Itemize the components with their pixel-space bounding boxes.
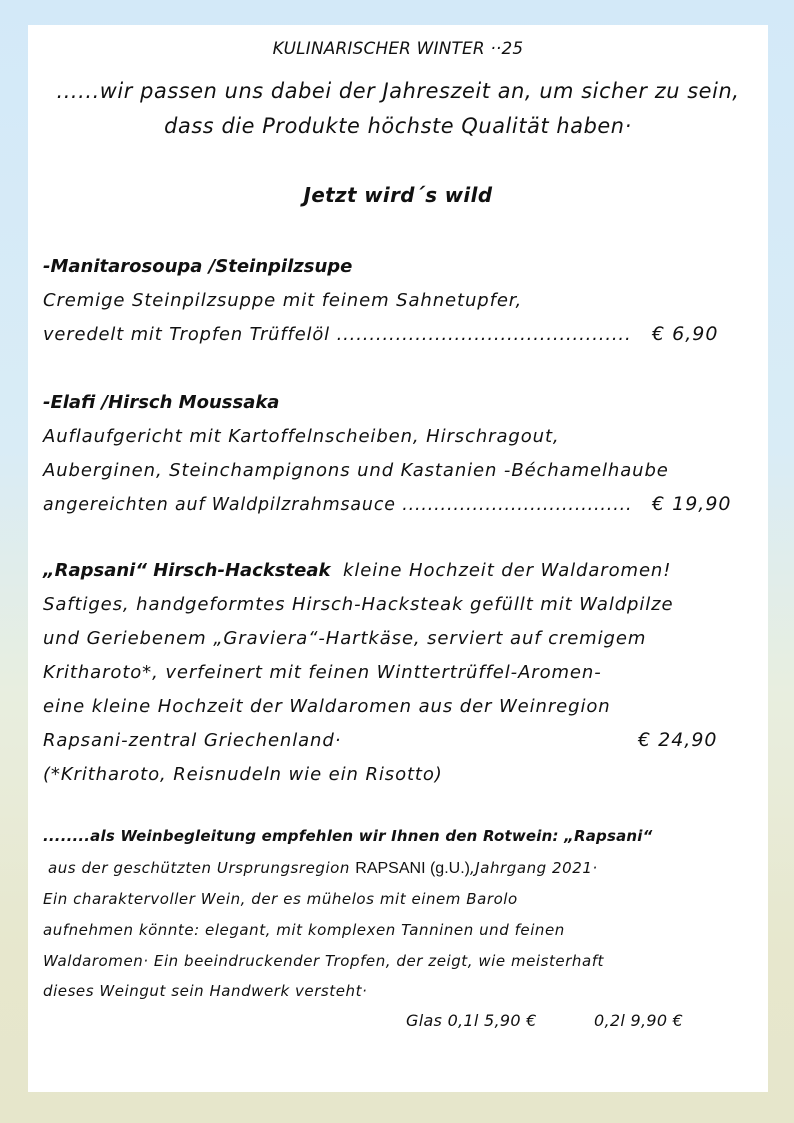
menu-header-title: KULINARISCHER WINTER ··25: [272, 39, 524, 59]
section-title: Jetzt wird´s wild: [303, 183, 493, 207]
dish-description-line: Kritharoto*, verfeinert mit feinen Winttertrüffel-Aromen-: [43, 662, 602, 683]
intro-line-2: dass die Produkte höchste Qualität haben·: [164, 114, 632, 138]
wine-price-glass-small: Glas 0,1l 5,90 €: [406, 1011, 537, 1030]
dish-description-line: Cremige Steinpilzsuppe mit feinem Sahnetupfer,: [43, 290, 523, 311]
dish-price: € 24,90: [638, 729, 718, 751]
wine-region: RAPSANI (g.U.): [355, 860, 470, 877]
dish-subtitle: kleine Hochzeit der Waldaromen!: [343, 560, 672, 581]
intro-line-1: ......wir passen uns dabei der Jahreszeit an, um sicher zu sein,: [56, 79, 740, 103]
dish-description-line: und Geriebenem „Graviera“-Hartkäse, serviert auf cremigem: [43, 628, 647, 649]
dish-title-row: [43, 562, 671, 580]
dish-footnote: (*Kritharoto, Reisnudeln wie ein Risotto): [43, 764, 443, 785]
dish-description-line: Auberginen, Steinchampignons und Kastanien -Béchamelhaube: [43, 460, 669, 481]
dish-description-line: veredelt mit Tropfen Trüffelöl .............................................: [43, 324, 632, 345]
wine-origin-prefix: aus der geschützten Ursprungsregion: [48, 859, 350, 877]
wine-description-line: dieses Weingut sein Handwerk versteht·: [43, 982, 368, 1000]
dish-description-line: angereichten auf Waldpilzrahmsauce ....................................: [43, 494, 633, 515]
dish-description-line: Auflaufgericht mit Kartoffelnscheiben, Hirschragout,: [43, 426, 560, 447]
wine-heading: ........als Weinbegleitung empfehlen wir Ihnen den Rotwein: „Rapsani“: [43, 827, 653, 845]
dish-description-line: Rapsani-zentral Griechenland·: [43, 730, 342, 751]
dish-description-line: Saftiges, handgeformtes Hirsch-Hacksteak gefüllt mit Waldpilze: [43, 594, 674, 615]
dish-description-line: eine kleine Hochzeit der Waldaromen aus der Weinregion: [43, 696, 611, 717]
menu-card: [28, 25, 768, 1092]
dish-price: € 19,90: [652, 493, 732, 515]
wine-description-line: Ein charaktervoller Wein, der es mühelos mit einem Barolo: [43, 890, 518, 908]
dish-title: -Elafi /Hirsch Moussaka: [43, 392, 280, 413]
wine-description-line: Waldaromen· Ein beeindruckender Tropfen, der zeigt, wie meisterhaft: [43, 952, 604, 970]
dish-title: -Manitarosoupa /Steinpilzsupe: [43, 256, 353, 277]
wine-price-glass-large: 0,2l 9,90 €: [594, 1011, 684, 1030]
wine-vintage: ,Jahrgang 2021·: [469, 859, 598, 877]
dish-title: „Rapsani“ Hirsch-Hacksteak: [43, 560, 331, 581]
wine-origin-line: [48, 861, 598, 877]
wine-description-line: aufnehmen könnte: elegant, mit komplexen Tanninen und feinen: [43, 921, 565, 939]
dish-price: € 6,90: [652, 323, 719, 345]
